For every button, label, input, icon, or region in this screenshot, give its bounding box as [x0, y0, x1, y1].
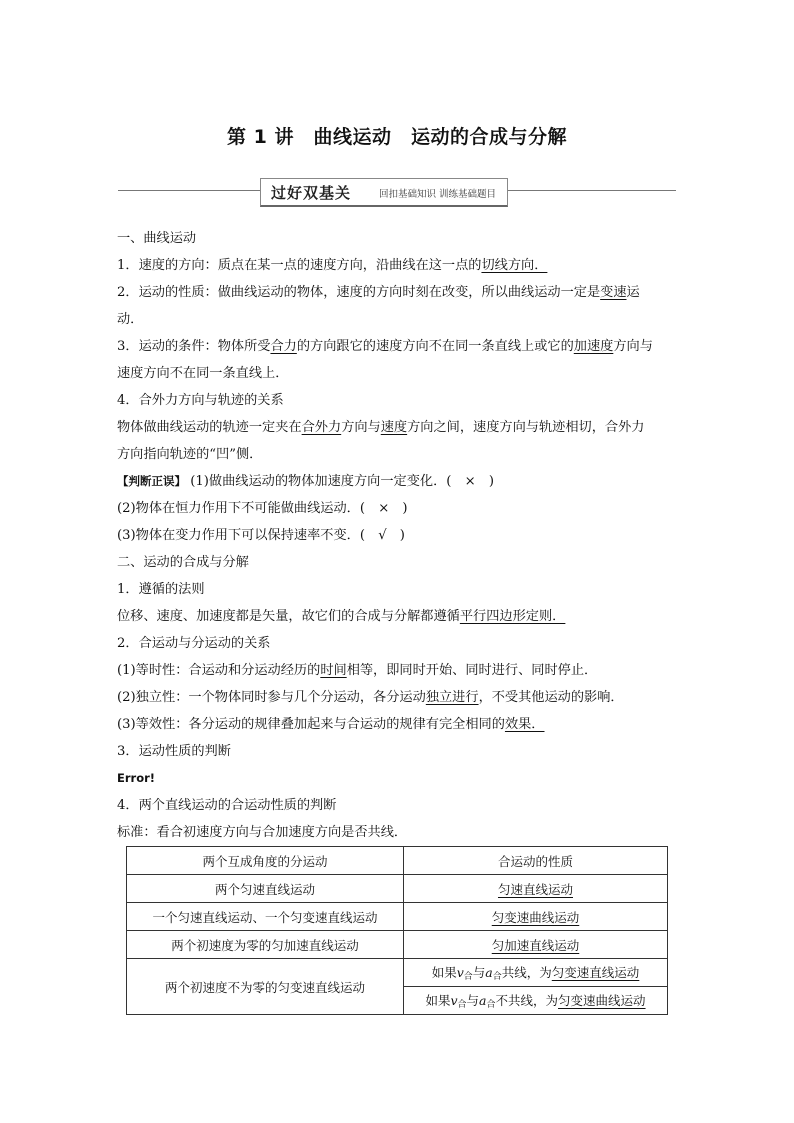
text: 与	[472, 965, 486, 980]
subscript: 合	[492, 972, 502, 982]
paragraph	[117, 657, 679, 684]
banner-rule-left	[118, 190, 260, 191]
text: 方向之间，速度方向与轨迹相切，合外力	[407, 420, 645, 435]
judge-label: 【判断正误】	[117, 474, 186, 488]
text: 与	[466, 993, 480, 1008]
table-cell: 两个匀速直线运动	[127, 875, 404, 903]
paragraph	[117, 414, 679, 441]
judge-item	[117, 468, 679, 495]
paragraph: 标准：看合初速度方向与合加速度方向是否共线．	[117, 825, 408, 840]
text: 方向与	[613, 339, 653, 354]
table-cell: 两个初速度不为零的匀变速直线运动	[127, 959, 404, 1015]
paragraph: 1．遵循的法则	[117, 582, 205, 597]
text: (1)等时性：合运动和分运动经历的	[117, 663, 321, 678]
text: 运	[626, 285, 640, 300]
banner-title: 过好双基关	[271, 184, 352, 202]
paragraph	[117, 711, 679, 738]
answer-blank: 合外力	[301, 420, 342, 435]
banner-box	[260, 178, 508, 207]
table-row	[127, 931, 668, 959]
answer-blank: 切线方向．	[481, 258, 548, 273]
judge-item: (2)物体在恒力作用下不可能做曲线运动．( × )	[117, 501, 408, 516]
text: (2)独立性：一个物体同时参与几个分运动，各分运动	[117, 690, 426, 705]
paragraph: 3．运动性质的判断	[117, 744, 231, 759]
text: 不共线，为	[495, 993, 559, 1008]
table-cell	[404, 875, 668, 903]
symbol-a: a	[485, 965, 493, 980]
text: 共线，为	[501, 965, 552, 980]
symbol-v: v	[450, 993, 458, 1008]
content-body	[117, 225, 679, 846]
section-heading-1: 一、曲线运动	[117, 231, 197, 246]
paragraph	[117, 279, 679, 306]
motion-table	[126, 846, 668, 1015]
paragraph: 2．合运动与分运动的关系	[117, 636, 271, 651]
table-header-cell: 合运动的性质	[404, 847, 668, 875]
symbol-v: v	[456, 965, 464, 980]
paragraph: 动．	[117, 312, 144, 327]
answer-blank: 匀变速曲线运动	[558, 993, 646, 1008]
answer-blank: 平行四边形定则．	[459, 609, 566, 624]
text: 2．运动的性质：做曲线运动的物体，速度的方向时刻在改变，所以曲线运动一定是	[117, 285, 601, 300]
text: 物体做曲线运动的轨迹一定夹在	[117, 420, 302, 435]
subscript: 合	[463, 972, 473, 982]
table-header-row	[127, 847, 668, 875]
text: 位移、速度、加速度都是矢量，故它们的合成与分解都遵循	[117, 609, 460, 624]
table-cell	[404, 959, 668, 987]
section-heading-2: 二、运动的合成与分解	[117, 555, 249, 570]
paragraph: 4．合外力方向与轨迹的关系	[117, 393, 284, 408]
banner-subtitle: 回扣基础知识 训练基础题目	[379, 189, 497, 200]
table-row	[127, 903, 668, 931]
paragraph: 方向指向轨迹的“凹”侧．	[117, 447, 263, 462]
paragraph	[117, 684, 679, 711]
answer-blank: 匀加速直线运动	[491, 937, 580, 953]
table-row	[127, 959, 668, 987]
answer-blank: 匀变速曲线运动	[491, 909, 580, 925]
banner-rule-right	[508, 190, 676, 191]
paragraph: 速度方向不在同一条直线上．	[117, 366, 289, 381]
paragraph	[117, 603, 679, 630]
table-header-cell: 两个互成角度的分运动	[127, 847, 404, 875]
answer-blank: 独立进行	[425, 690, 479, 705]
page-title: 第 1 讲 曲线运动 运动的合成与分解	[227, 126, 567, 148]
table-cell	[404, 987, 668, 1015]
paragraph	[117, 333, 679, 360]
answer-blank: 匀速直线运动	[497, 881, 573, 897]
answer-blank: 速度	[380, 420, 408, 435]
subscript: 合	[457, 1000, 467, 1010]
answer-blank: 合力	[270, 339, 297, 354]
text: (3)等效性：各分运动的规律叠加起来与合运动的规律有完全相同的	[117, 717, 505, 732]
answer-blank: 时间	[320, 663, 347, 678]
answer-blank: 匀变速直线运动	[551, 965, 640, 980]
table-cell	[404, 931, 668, 959]
text: 3．运动的条件：物体所受	[117, 339, 271, 354]
text: 相等，即同时开始、同时进行、同时停止．	[346, 663, 598, 678]
table-cell: 一个匀速直线运动、一个匀变速直线运动	[127, 903, 404, 931]
answer-blank: 变速	[600, 285, 627, 300]
paragraph: 4．两个直线运动的合运动性质的判断	[117, 798, 337, 813]
table-cell: 两个初速度为零的匀加速直线运动	[127, 931, 404, 959]
subscript: 合	[486, 1000, 496, 1010]
text: ，不受其他运动的影响．	[478, 690, 624, 705]
text: (1)做曲线运动的物体加速度方向一定变化．( × )	[190, 474, 494, 489]
answer-blank: 效果．	[504, 717, 545, 732]
text: 方向与	[341, 420, 381, 435]
answer-blank: 加速度	[573, 339, 614, 354]
text: 的方向跟它的速度方向不在同一条直线上或它的	[296, 339, 574, 354]
paragraph	[117, 252, 679, 279]
section-banner	[118, 178, 676, 206]
error-text: Error!	[117, 771, 156, 785]
symbol-a: a	[479, 993, 487, 1008]
table-cell	[404, 903, 668, 931]
table-row	[127, 875, 668, 903]
text: 如果	[431, 965, 457, 980]
judge-item: (3)物体在变力作用下可以保持速率不变．( √ )	[117, 528, 405, 543]
text: 如果	[425, 993, 451, 1008]
text: 1．速度的方向：质点在某一点的速度方向，沿曲线在这一点的	[117, 258, 482, 273]
